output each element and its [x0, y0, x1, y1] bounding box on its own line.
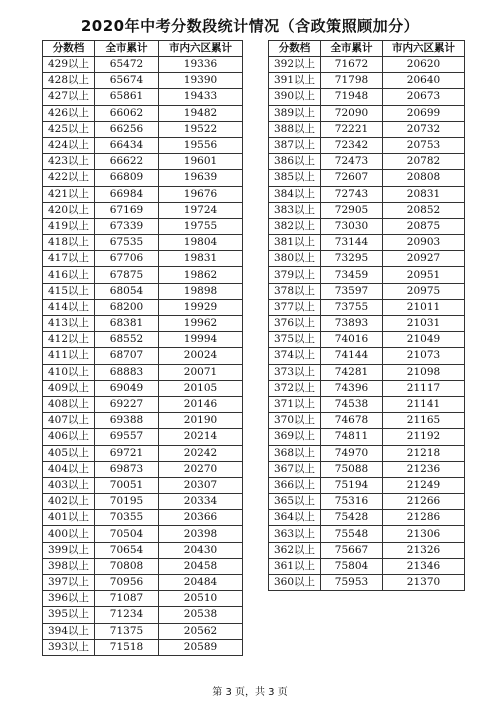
- cell-city-cumulative: 67706: [95, 251, 159, 267]
- cell-city-cumulative: 65861: [95, 89, 159, 105]
- cell-six-districts-cumulative: 19994: [159, 332, 243, 348]
- cell-score-band: 423以上: [43, 154, 95, 170]
- table-row: [269, 477, 465, 493]
- cell-six-districts-cumulative: 20430: [159, 542, 243, 558]
- cell-six-districts-cumulative: 20510: [159, 591, 243, 607]
- cell-city-cumulative: 71798: [321, 73, 383, 89]
- cell-six-districts-cumulative: 20753: [383, 137, 465, 153]
- cell-six-districts-cumulative: 21073: [383, 348, 465, 364]
- cell-score-band: 398以上: [43, 558, 95, 574]
- table-row: [43, 623, 243, 639]
- cell-score-band: 378以上: [269, 283, 321, 299]
- cell-city-cumulative: 72342: [321, 137, 383, 153]
- cell-city-cumulative: 71672: [321, 57, 383, 73]
- cell-six-districts-cumulative: 20732: [383, 121, 465, 137]
- cell-score-band: 373以上: [269, 364, 321, 380]
- cell-six-districts-cumulative: 21192: [383, 429, 465, 445]
- cell-score-band: 377以上: [269, 299, 321, 315]
- table-row: [269, 202, 465, 218]
- table-row: [43, 73, 243, 89]
- cell-score-band: 389以上: [269, 105, 321, 121]
- cell-score-band: 370以上: [269, 413, 321, 429]
- cell-six-districts-cumulative: 20782: [383, 154, 465, 170]
- table-row: [43, 251, 243, 267]
- cell-score-band: 361以上: [269, 558, 321, 574]
- table-row: [43, 186, 243, 202]
- cell-city-cumulative: 68200: [95, 299, 159, 315]
- cell-city-cumulative: 67339: [95, 218, 159, 234]
- cell-score-band: 363以上: [269, 526, 321, 542]
- cell-score-band: 380以上: [269, 251, 321, 267]
- cell-six-districts-cumulative: 20105: [159, 380, 243, 396]
- table-row: [43, 591, 243, 607]
- table-row: [43, 364, 243, 380]
- table-row: [269, 89, 465, 105]
- cell-six-districts-cumulative: 21117: [383, 380, 465, 396]
- cell-six-districts-cumulative: 20214: [159, 429, 243, 445]
- cell-city-cumulative: 69388: [95, 413, 159, 429]
- table-row: [269, 170, 465, 186]
- cell-city-cumulative: 75088: [321, 461, 383, 477]
- cell-score-band: 379以上: [269, 267, 321, 283]
- cell-score-band: 384以上: [269, 186, 321, 202]
- cell-city-cumulative: 75804: [321, 558, 383, 574]
- cell-six-districts-cumulative: 20398: [159, 526, 243, 542]
- cell-six-districts-cumulative: 20620: [383, 57, 465, 73]
- cell-city-cumulative: 68552: [95, 332, 159, 348]
- cell-six-districts-cumulative: 20831: [383, 186, 465, 202]
- cell-score-band: 429以上: [43, 57, 95, 73]
- cell-city-cumulative: 70504: [95, 526, 159, 542]
- table-row: [269, 105, 465, 121]
- cell-score-band: 394以上: [43, 623, 95, 639]
- cell-six-districts-cumulative: 21370: [383, 575, 465, 591]
- cell-city-cumulative: 74016: [321, 332, 383, 348]
- cell-score-band: 415以上: [43, 283, 95, 299]
- cell-score-band: 427以上: [43, 89, 95, 105]
- table-row: [43, 396, 243, 412]
- cell-six-districts-cumulative: 20270: [159, 461, 243, 477]
- cell-six-districts-cumulative: 20875: [383, 218, 465, 234]
- table-row: [269, 316, 465, 332]
- cell-city-cumulative: 68707: [95, 348, 159, 364]
- cell-six-districts-cumulative: 19601: [159, 154, 243, 170]
- cell-city-cumulative: 66062: [95, 105, 159, 121]
- cell-city-cumulative: 70355: [95, 510, 159, 526]
- cell-six-districts-cumulative: 21306: [383, 526, 465, 542]
- cell-score-band: 397以上: [43, 575, 95, 591]
- cell-six-districts-cumulative: 20024: [159, 348, 243, 364]
- table-row: [43, 639, 243, 655]
- page-footer: 第 3 页，共 3 页: [212, 687, 288, 698]
- cell-score-band: 424以上: [43, 137, 95, 153]
- cell-score-band: 362以上: [269, 542, 321, 558]
- table-row: [269, 526, 465, 542]
- cell-score-band: 371以上: [269, 396, 321, 412]
- cell-six-districts-cumulative: 19862: [159, 267, 243, 283]
- table-row: [43, 105, 243, 121]
- cell-city-cumulative: 71375: [95, 623, 159, 639]
- table-row: [269, 218, 465, 234]
- cell-six-districts-cumulative: 19556: [159, 137, 243, 153]
- cell-six-districts-cumulative: 20673: [383, 89, 465, 105]
- cell-six-districts-cumulative: 19390: [159, 73, 243, 89]
- table-row: [43, 510, 243, 526]
- table-row: [43, 348, 243, 364]
- cell-city-cumulative: 75316: [321, 494, 383, 510]
- cell-score-band: 409以上: [43, 380, 95, 396]
- cell-city-cumulative: 72905: [321, 202, 383, 218]
- table-row: [43, 218, 243, 234]
- table-row: [43, 558, 243, 574]
- cell-city-cumulative: 66434: [95, 137, 159, 153]
- cell-city-cumulative: 66256: [95, 121, 159, 137]
- table-row: [43, 413, 243, 429]
- header-six-districts-cumulative: 市内六区累计: [383, 41, 465, 57]
- table-row: [43, 267, 243, 283]
- cell-score-band: 408以上: [43, 396, 95, 412]
- cell-score-band: 364以上: [269, 510, 321, 526]
- cell-six-districts-cumulative: 19962: [159, 316, 243, 332]
- table-row: [269, 235, 465, 251]
- cell-score-band: 376以上: [269, 316, 321, 332]
- table-row: [43, 316, 243, 332]
- cell-six-districts-cumulative: 20699: [383, 105, 465, 121]
- cell-city-cumulative: 73030: [321, 218, 383, 234]
- cell-score-band: 365以上: [269, 494, 321, 510]
- table-row: [43, 57, 243, 73]
- cell-city-cumulative: 73893: [321, 316, 383, 332]
- cell-city-cumulative: 74678: [321, 413, 383, 429]
- cell-six-districts-cumulative: 19639: [159, 170, 243, 186]
- cell-city-cumulative: 70051: [95, 477, 159, 493]
- cell-score-band: 422以上: [43, 170, 95, 186]
- header-score-band: 分数档: [43, 41, 95, 57]
- cell-six-districts-cumulative: 21346: [383, 558, 465, 574]
- table-row: [43, 170, 243, 186]
- cell-score-band: 404以上: [43, 461, 95, 477]
- cell-score-band: 366以上: [269, 477, 321, 493]
- cell-city-cumulative: 71518: [95, 639, 159, 655]
- table-row: [269, 396, 465, 412]
- cell-score-band: 401以上: [43, 510, 95, 526]
- cell-city-cumulative: 74281: [321, 364, 383, 380]
- cell-six-districts-cumulative: 20852: [383, 202, 465, 218]
- cell-score-band: 395以上: [43, 607, 95, 623]
- table-row: [269, 510, 465, 526]
- table-row: [43, 461, 243, 477]
- cell-score-band: 386以上: [269, 154, 321, 170]
- cell-score-band: 388以上: [269, 121, 321, 137]
- score-table-right: [268, 40, 465, 591]
- cell-city-cumulative: 65674: [95, 73, 159, 89]
- cell-six-districts-cumulative: 21165: [383, 413, 465, 429]
- cell-city-cumulative: 69557: [95, 429, 159, 445]
- cell-six-districts-cumulative: 20242: [159, 445, 243, 461]
- cell-six-districts-cumulative: 19522: [159, 121, 243, 137]
- cell-score-band: 417以上: [43, 251, 95, 267]
- table-row: [43, 429, 243, 445]
- table-row: [269, 445, 465, 461]
- cell-six-districts-cumulative: 21031: [383, 316, 465, 332]
- cell-city-cumulative: 75548: [321, 526, 383, 542]
- table-row: [269, 380, 465, 396]
- table-row: [269, 429, 465, 445]
- table-row: [269, 186, 465, 202]
- table-row: [43, 575, 243, 591]
- table-row: [43, 137, 243, 153]
- cell-six-districts-cumulative: 19482: [159, 105, 243, 121]
- cell-score-band: 411以上: [43, 348, 95, 364]
- table-header-row: [269, 41, 465, 57]
- cell-city-cumulative: 67875: [95, 267, 159, 283]
- cell-score-band: 406以上: [43, 429, 95, 445]
- table-row: [43, 299, 243, 315]
- cell-score-band: 372以上: [269, 380, 321, 396]
- cell-six-districts-cumulative: 21249: [383, 477, 465, 493]
- header-score-band: 分数档: [269, 41, 321, 57]
- cell-six-districts-cumulative: 19898: [159, 283, 243, 299]
- cell-score-band: 375以上: [269, 332, 321, 348]
- cell-city-cumulative: 65472: [95, 57, 159, 73]
- cell-score-band: 385以上: [269, 170, 321, 186]
- cell-score-band: 403以上: [43, 477, 95, 493]
- table-row: [269, 283, 465, 299]
- cell-six-districts-cumulative: 20808: [383, 170, 465, 186]
- cell-six-districts-cumulative: 20927: [383, 251, 465, 267]
- table-row: [43, 477, 243, 493]
- cell-six-districts-cumulative: 20334: [159, 494, 243, 510]
- cell-score-band: 400以上: [43, 526, 95, 542]
- table-row: [269, 121, 465, 137]
- table-row: [269, 137, 465, 153]
- cell-score-band: 426以上: [43, 105, 95, 121]
- cell-six-districts-cumulative: 21236: [383, 461, 465, 477]
- cell-six-districts-cumulative: 20146: [159, 396, 243, 412]
- cell-six-districts-cumulative: 19755: [159, 218, 243, 234]
- cell-six-districts-cumulative: 19676: [159, 186, 243, 202]
- cell-score-band: 412以上: [43, 332, 95, 348]
- cell-score-band: 402以上: [43, 494, 95, 510]
- cell-six-districts-cumulative: 20071: [159, 364, 243, 380]
- cell-score-band: 360以上: [269, 575, 321, 591]
- cell-city-cumulative: 73597: [321, 283, 383, 299]
- table-row: [43, 380, 243, 396]
- cell-city-cumulative: 70195: [95, 494, 159, 510]
- cell-city-cumulative: 75667: [321, 542, 383, 558]
- cell-city-cumulative: 72473: [321, 154, 383, 170]
- cell-city-cumulative: 70956: [95, 575, 159, 591]
- cell-six-districts-cumulative: 20190: [159, 413, 243, 429]
- cell-city-cumulative: 74970: [321, 445, 383, 461]
- cell-score-band: 405以上: [43, 445, 95, 461]
- cell-city-cumulative: 68883: [95, 364, 159, 380]
- table-row: [269, 73, 465, 89]
- header-city-cumulative: 全市累计: [321, 41, 383, 57]
- cell-city-cumulative: 73755: [321, 299, 383, 315]
- cell-score-band: 381以上: [269, 235, 321, 251]
- table-row: [43, 121, 243, 137]
- table-row: [269, 461, 465, 477]
- cell-city-cumulative: 75428: [321, 510, 383, 526]
- cell-six-districts-cumulative: 20458: [159, 558, 243, 574]
- table-row: [43, 445, 243, 461]
- cell-six-districts-cumulative: 21098: [383, 364, 465, 380]
- table-row: [269, 575, 465, 591]
- table-row: [43, 542, 243, 558]
- cell-city-cumulative: 74538: [321, 396, 383, 412]
- cell-six-districts-cumulative: 20562: [159, 623, 243, 639]
- table-row: [43, 494, 243, 510]
- cell-city-cumulative: 70808: [95, 558, 159, 574]
- cell-six-districts-cumulative: 20903: [383, 235, 465, 251]
- cell-score-band: 392以上: [269, 57, 321, 73]
- cell-city-cumulative: 70654: [95, 542, 159, 558]
- header-city-cumulative: 全市累计: [95, 41, 159, 57]
- cell-score-band: 407以上: [43, 413, 95, 429]
- cell-six-districts-cumulative: 19929: [159, 299, 243, 315]
- cell-six-districts-cumulative: 19831: [159, 251, 243, 267]
- cell-score-band: 374以上: [269, 348, 321, 364]
- table-row: [269, 154, 465, 170]
- cell-six-districts-cumulative: 21266: [383, 494, 465, 510]
- cell-score-band: 421以上: [43, 186, 95, 202]
- cell-six-districts-cumulative: 21326: [383, 542, 465, 558]
- cell-city-cumulative: 68381: [95, 316, 159, 332]
- cell-score-band: 367以上: [269, 461, 321, 477]
- table-row: [269, 558, 465, 574]
- table-row: [43, 202, 243, 218]
- table-row: [269, 348, 465, 364]
- cell-score-band: 396以上: [43, 591, 95, 607]
- cell-six-districts-cumulative: 21049: [383, 332, 465, 348]
- table-row: [269, 299, 465, 315]
- cell-six-districts-cumulative: 20589: [159, 639, 243, 655]
- cell-six-districts-cumulative: 20484: [159, 575, 243, 591]
- cell-six-districts-cumulative: 21286: [383, 510, 465, 526]
- cell-city-cumulative: 71234: [95, 607, 159, 623]
- cell-city-cumulative: 75194: [321, 477, 383, 493]
- cell-six-districts-cumulative: 21141: [383, 396, 465, 412]
- cell-city-cumulative: 67169: [95, 202, 159, 218]
- cell-score-band: 387以上: [269, 137, 321, 153]
- cell-score-band: 425以上: [43, 121, 95, 137]
- cell-score-band: 383以上: [269, 202, 321, 218]
- cell-score-band: 393以上: [43, 639, 95, 655]
- score-table-left: [42, 40, 243, 656]
- cell-six-districts-cumulative: 20538: [159, 607, 243, 623]
- table-row: [43, 154, 243, 170]
- cell-score-band: 368以上: [269, 445, 321, 461]
- cell-score-band: 418以上: [43, 235, 95, 251]
- cell-score-band: 413以上: [43, 316, 95, 332]
- cell-score-band: 428以上: [43, 73, 95, 89]
- cell-score-band: 414以上: [43, 299, 95, 315]
- cell-city-cumulative: 72090: [321, 105, 383, 121]
- table-row: [269, 332, 465, 348]
- cell-score-band: 410以上: [43, 364, 95, 380]
- cell-score-band: 382以上: [269, 218, 321, 234]
- cell-six-districts-cumulative: 20975: [383, 283, 465, 299]
- table-row: [43, 89, 243, 105]
- cell-score-band: 369以上: [269, 429, 321, 445]
- table-row: [269, 494, 465, 510]
- cell-city-cumulative: 74396: [321, 380, 383, 396]
- cell-city-cumulative: 74811: [321, 429, 383, 445]
- cell-six-districts-cumulative: 19804: [159, 235, 243, 251]
- cell-six-districts-cumulative: 20951: [383, 267, 465, 283]
- cell-score-band: 399以上: [43, 542, 95, 558]
- cell-six-districts-cumulative: 19724: [159, 202, 243, 218]
- cell-city-cumulative: 72607: [321, 170, 383, 186]
- cell-city-cumulative: 75953: [321, 575, 383, 591]
- header-six-districts-cumulative: 市内六区累计: [159, 41, 243, 57]
- cell-city-cumulative: 71948: [321, 89, 383, 105]
- cell-six-districts-cumulative: 21011: [383, 299, 465, 315]
- cell-city-cumulative: 66622: [95, 154, 159, 170]
- cell-score-band: 419以上: [43, 218, 95, 234]
- cell-six-districts-cumulative: 20307: [159, 477, 243, 493]
- cell-city-cumulative: 67535: [95, 235, 159, 251]
- cell-six-districts-cumulative: 21218: [383, 445, 465, 461]
- cell-score-band: 416以上: [43, 267, 95, 283]
- cell-city-cumulative: 69721: [95, 445, 159, 461]
- cell-score-band: 391以上: [269, 73, 321, 89]
- cell-six-districts-cumulative: 19336: [159, 57, 243, 73]
- cell-city-cumulative: 68054: [95, 283, 159, 299]
- table-row: [43, 526, 243, 542]
- cell-six-districts-cumulative: 20640: [383, 73, 465, 89]
- cell-city-cumulative: 73295: [321, 251, 383, 267]
- cell-city-cumulative: 72221: [321, 121, 383, 137]
- table-row: [43, 332, 243, 348]
- table-row: [269, 57, 465, 73]
- table-row: [269, 251, 465, 267]
- table-row: [269, 267, 465, 283]
- cell-six-districts-cumulative: 19433: [159, 89, 243, 105]
- cell-city-cumulative: 66984: [95, 186, 159, 202]
- cell-city-cumulative: 69873: [95, 461, 159, 477]
- cell-city-cumulative: 71087: [95, 591, 159, 607]
- table-row: [43, 607, 243, 623]
- document-title: 2020年中考分数段统计情况（含政策照顾加分）: [80, 17, 420, 35]
- cell-city-cumulative: 72743: [321, 186, 383, 202]
- table-row: [269, 542, 465, 558]
- cell-score-band: 390以上: [269, 89, 321, 105]
- table-row: [43, 235, 243, 251]
- cell-city-cumulative: 74144: [321, 348, 383, 364]
- cell-city-cumulative: 66809: [95, 170, 159, 186]
- cell-six-districts-cumulative: 20366: [159, 510, 243, 526]
- table-row: [43, 283, 243, 299]
- cell-score-band: 420以上: [43, 202, 95, 218]
- cell-city-cumulative: 73144: [321, 235, 383, 251]
- table-row: [269, 413, 465, 429]
- table-header-row: [43, 41, 243, 57]
- cell-city-cumulative: 69049: [95, 380, 159, 396]
- cell-city-cumulative: 69227: [95, 396, 159, 412]
- cell-city-cumulative: 73459: [321, 267, 383, 283]
- table-row: [269, 364, 465, 380]
